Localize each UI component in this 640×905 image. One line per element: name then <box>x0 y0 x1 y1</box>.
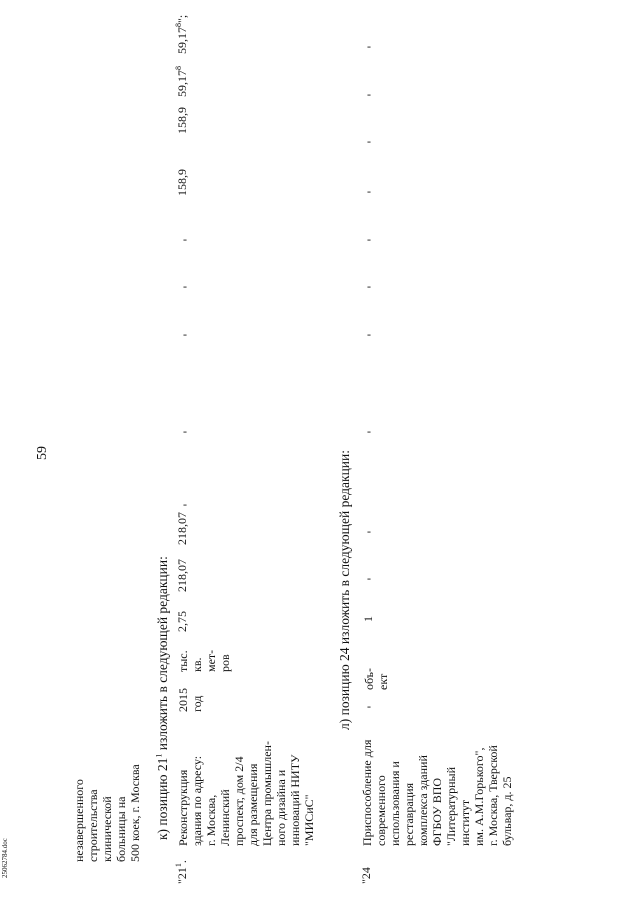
row-24-capacity: 1 <box>361 616 375 622</box>
row-24-dash: - <box>367 327 371 341</box>
heading-l: л) позицию 24 изложить в следующей редакции: <box>337 449 352 730</box>
row-24-dash: - <box>367 571 371 585</box>
row-24-dash: - <box>367 524 371 538</box>
row-21-capacity: 2,75 <box>175 611 189 632</box>
row-21-dash: - <box>183 424 187 438</box>
heading-k-sup: 1 <box>154 753 164 758</box>
row-24-unit: объ- ект <box>362 667 390 690</box>
row-21-v3: 59,17$^8$ <box>174 66 189 97</box>
carryover-text <box>72 764 142 862</box>
row-24-number: "24 <box>359 867 373 884</box>
row-24-dash: - <box>367 279 371 293</box>
row-24-dash: - <box>367 424 371 438</box>
row-24-dash: - <box>367 232 371 246</box>
row-24-dash: - <box>367 39 371 53</box>
row-21-dash: - <box>183 327 187 341</box>
row-21-v1: 158,9 <box>175 169 189 196</box>
heading-k <box>156 556 170 840</box>
row-21-name: Реконструкция здания по адресу: г. Москва, Ленинский проспект, дом 2/4 для размещения Центра промышлен- ного дизайна и инноваций НИТУ "МИСиС" <box>176 741 316 846</box>
row-21-cost2: 218,07 <box>175 512 189 545</box>
row-24-dash: - <box>367 184 371 198</box>
row-24-year: - <box>367 699 371 713</box>
row-21-dash: - <box>183 279 187 293</box>
carryover-line: клинической <box>100 796 114 862</box>
row-24-dash: - <box>367 134 371 148</box>
row-24-name: Приспособление для современного использования и реставрация комплекса зданий ФГБОУ ВПО "Литературный институт им. А.М.Горького", г. Москва, Тверской бульвар, д. 25 <box>360 739 514 846</box>
heading-k-before: к) позицию 21 <box>155 757 170 840</box>
row-21-v2: 158,9 <box>175 107 189 134</box>
row-21-dash: - <box>183 497 187 511</box>
row-21-unit: тыс. кв. мет- ров <box>176 649 232 672</box>
row-24-dash: - <box>367 87 371 101</box>
carryover-line: незавершенного <box>72 779 86 862</box>
row-21-year: 2015 год <box>176 688 204 712</box>
footer-code: 25062784.doc <box>1 838 9 878</box>
carryover-line: больницы на <box>114 796 128 862</box>
carryover-line: 500 коек, г. Москва <box>128 764 142 862</box>
carryover-line: строительства <box>86 789 100 862</box>
row-21-dash: - <box>183 232 187 246</box>
row-21-number: "$21^1$. <box>174 860 189 884</box>
row-21-v4: 59,17$^8$"; <box>174 14 189 54</box>
heading-k-after: изложить в следующей редакции: <box>155 556 170 754</box>
page-number: 59 <box>35 446 50 460</box>
row-21-cost1: 218,07 <box>175 559 189 592</box>
